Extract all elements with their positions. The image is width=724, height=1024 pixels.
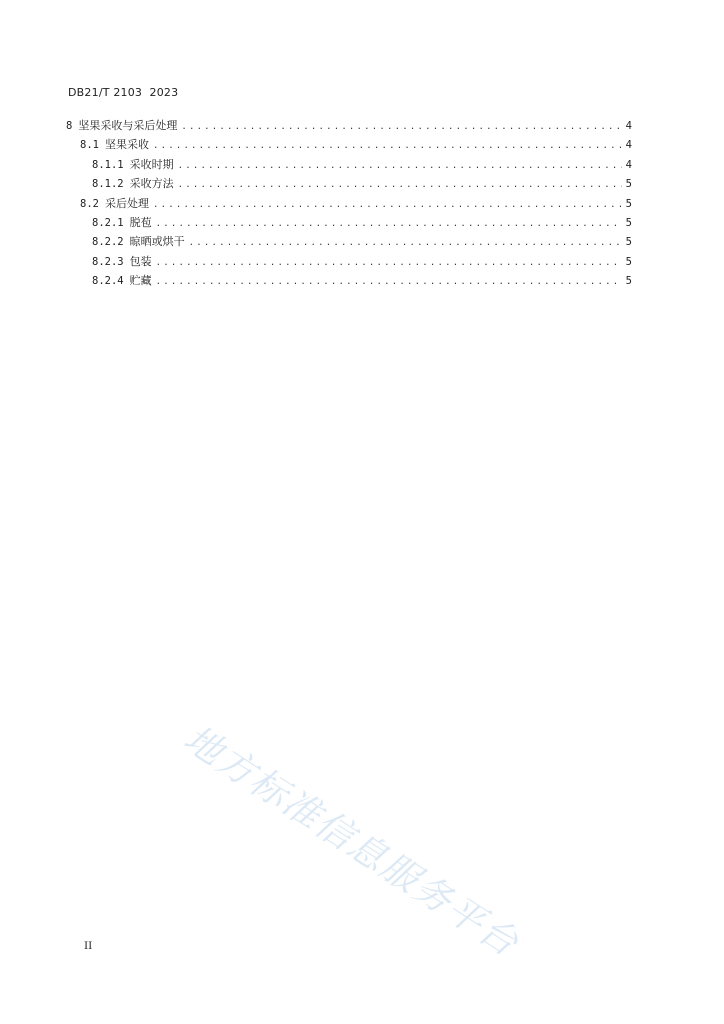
toc-entry-page: 5 bbox=[625, 255, 632, 268]
toc-dot-leader bbox=[178, 157, 622, 176]
toc-entry-title: 脱苞 bbox=[129, 215, 152, 229]
toc-entry-number: 8.1.2 bbox=[92, 178, 124, 191]
toc-entry-number: 8.2.3 bbox=[92, 255, 124, 268]
toc-entry-8-1[interactable] bbox=[66, 135, 632, 154]
toc-entry-title: 采收方法 bbox=[129, 177, 174, 191]
toc-entry-page: 4 bbox=[625, 139, 632, 152]
toc-entry-8-1-1[interactable] bbox=[66, 155, 632, 174]
toc-entry-8-2-4[interactable] bbox=[66, 271, 632, 290]
toc-entry-title: 晾晒或烘干 bbox=[129, 235, 185, 249]
toc-entry-title: 坚果采收与采后处理 bbox=[78, 119, 178, 132]
toc-entry-8-2-3[interactable] bbox=[66, 252, 632, 271]
toc-entry-number: 8.1.1 bbox=[92, 158, 124, 171]
toc-entry-title: 采收时期 bbox=[129, 157, 174, 171]
toc-dot-leader bbox=[153, 137, 622, 156]
document-code: DB21/T 2103 2023 bbox=[68, 86, 179, 99]
toc-entry-page: 5 bbox=[625, 236, 632, 249]
toc-entry-8-2[interactable] bbox=[66, 194, 632, 213]
toc-entry-8[interactable] bbox=[66, 116, 632, 135]
toc-dot-leader bbox=[181, 118, 621, 137]
toc-entry-8-2-1[interactable] bbox=[66, 213, 632, 232]
toc-entry-title: 坚果采收 bbox=[104, 138, 149, 152]
watermark: 地方标准信息服务平台 bbox=[176, 716, 527, 966]
toc-entry-number: 8.2.2 bbox=[92, 236, 124, 249]
toc-entry-number: 8 bbox=[66, 120, 73, 132]
toc-dot-leader bbox=[156, 215, 622, 234]
toc-entry-page: 5 bbox=[625, 178, 632, 191]
toc-entry-number: 8.2.1 bbox=[92, 216, 124, 229]
toc-entry-number: 8.1 bbox=[80, 139, 99, 152]
toc-entry-title: 贮藏 bbox=[129, 274, 152, 288]
toc-dot-leader bbox=[189, 234, 622, 253]
toc-entry-title: 包装 bbox=[129, 254, 152, 268]
toc-entry-8-2-2[interactable] bbox=[66, 232, 632, 251]
page-number: II bbox=[84, 940, 93, 952]
toc-dot-leader bbox=[156, 273, 622, 292]
toc-entry-page: 5 bbox=[625, 216, 632, 229]
toc-dot-leader bbox=[153, 196, 622, 215]
toc-entry-title: 采后处理 bbox=[104, 196, 149, 210]
toc-entry-number: 8.2.4 bbox=[92, 275, 124, 288]
toc-entry-page: 5 bbox=[625, 197, 632, 210]
toc-entry-page: 5 bbox=[625, 275, 632, 288]
toc-entry-page: 4 bbox=[625, 158, 632, 171]
toc-dot-leader bbox=[178, 176, 622, 195]
toc-entry-number: 8.2 bbox=[80, 197, 99, 210]
toc-entry-8-1-2[interactable] bbox=[66, 174, 632, 193]
toc-entry-page: 4 bbox=[625, 120, 632, 132]
toc-dot-leader bbox=[156, 254, 622, 273]
table-of-contents bbox=[66, 116, 632, 291]
